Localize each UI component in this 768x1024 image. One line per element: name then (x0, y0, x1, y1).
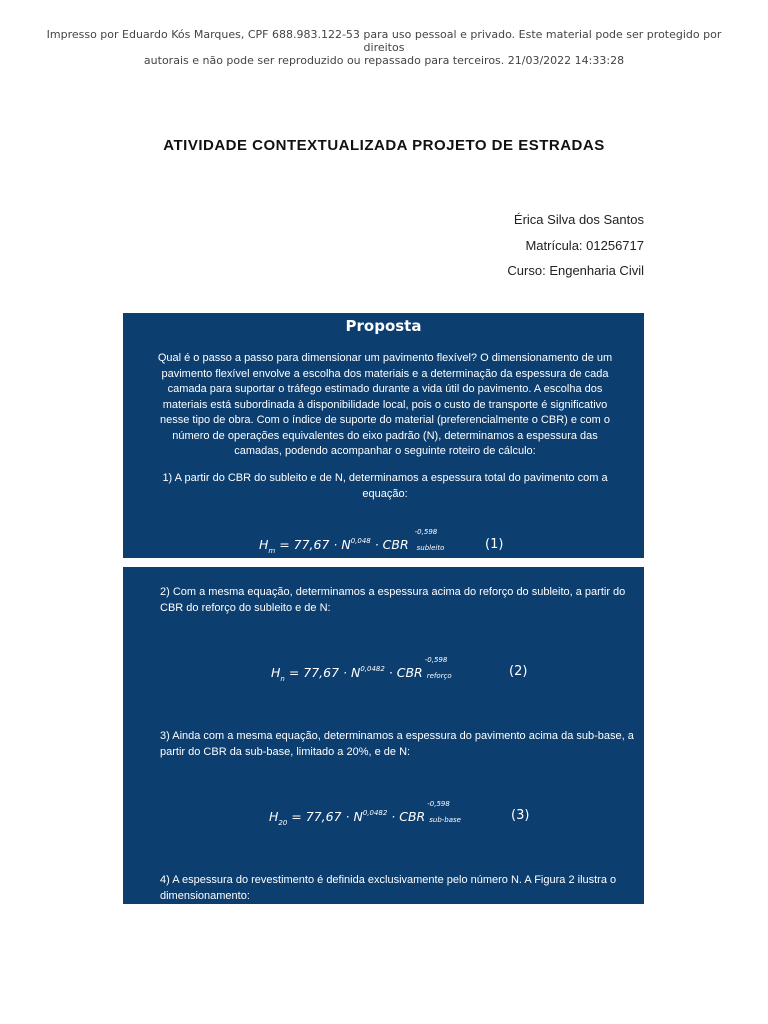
equation-3: $H_{20} = 77,67 \cdot N^{0,0482}$ · CBR -0,598 sub-base (269, 800, 461, 827)
proposal-slide-1 (123, 313, 644, 558)
step-4-text: 4) A espessura do revestimento é definida exclusivamente pelo número N. A Figura 2 ilustra o dimensionamento: (160, 874, 617, 902)
step-1-text: 1) A partir do CBR do subleito e de N, determinamos a espessura total do pavimento com a equação: (162, 472, 608, 500)
author-name: Érica Silva dos Santos (513, 212, 644, 227)
slide-intro-text: Qual é o passo a passo para dimensionar um pavimento flexível? O dimensionamento de um pavimento flexível envolve a escolha dos materiais e a determinação da espessura de cada camada para suportar o tráfego estimado durante a vida útil do pavimento. A escolha dos materiais está subordinada à disponibilidade local, pois o custo de transporte é significativo nesse tipo de obra. Com o índice de suporte do material (preferencialmente o CBR) e com o número de operações equivalentes do eixo padrão (N), determinamos a espessura das camadas, podendo acompanhar o seguinte roteiro de cálculo: (157, 352, 613, 457)
equation-1-number: (1) (485, 537, 504, 552)
author-matricula: Matrícula: 01256717 (525, 237, 644, 253)
proposal-slide-2 (123, 567, 644, 904)
equation-1: $H_m = 77,67 \cdot N^{0,048}$ · CBR -0,598 subleito (259, 528, 445, 555)
equation-2-number: (2) (509, 664, 528, 679)
print-watermark (30, 28, 738, 67)
author-info (507, 211, 644, 288)
watermark-line-2: autorais e não pode ser reproduzido ou repassado para terceiros. 21/03/2022 14:33:28 (143, 54, 625, 67)
step-2-text: 2) Com a mesma equação, determinamos a espessura acima do reforço do subleito, a partir do CBR do reforço do subleito e de N: (160, 586, 626, 614)
equation-2: $H_n = 77,67 \cdot N^{0,0482}$ · CBR -0,598 reforço (271, 656, 452, 683)
equation-3-number: (3) (511, 808, 530, 823)
step-3-text: 3) Ainda com a mesma equação, determinamos a espessura do pavimento acima da sub-base, a partir do CBR da sub-base, limitado a 20%, e de N: (160, 730, 634, 758)
author-curso: Curso: Engenharia Civil (507, 263, 644, 278)
slide-heading: Proposta (345, 317, 422, 335)
document-title: ATIVIDADE CONTEXTUALIZADA PROJETO DE ESTRADAS (163, 137, 605, 154)
watermark-line-1: Impresso por Eduardo Kós Marques, CPF 688.983.122-53 para uso pessoal e privado. Este material pode ser protegido por direitos (46, 28, 722, 54)
